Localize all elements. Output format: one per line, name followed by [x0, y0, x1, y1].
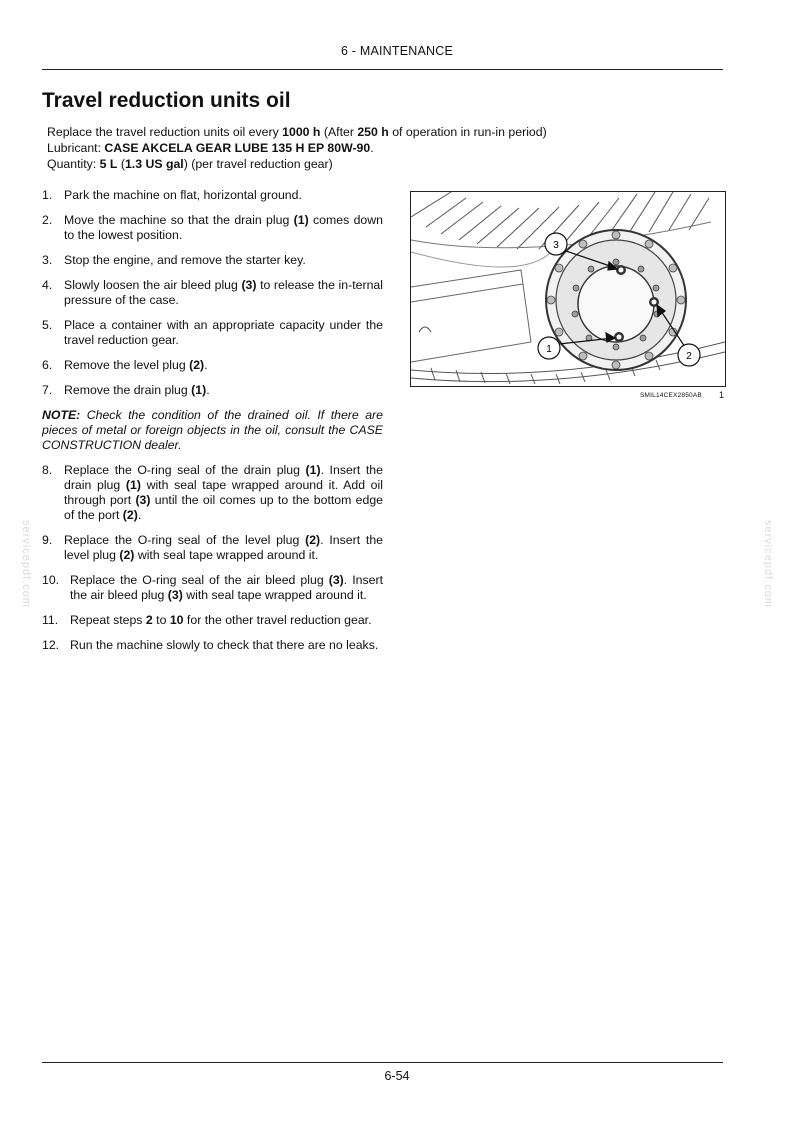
interval-text: of operation in run-in period): [388, 125, 547, 139]
step-number: 6.: [42, 358, 53, 372]
ref-level-plug: (2): [305, 533, 321, 547]
step-text-part: for the other travel reduction gear.: [183, 613, 372, 627]
step-11: [42, 613, 383, 628]
step-10: [42, 573, 383, 603]
step-number: 5.: [42, 318, 53, 332]
quantity-label: Quantity:: [47, 157, 100, 171]
figure-number: 1: [719, 390, 725, 400]
step-text-part: until the oil comes up to the bottom edge of the port: [64, 493, 383, 522]
step-number: 3.: [42, 253, 53, 267]
page-title: Travel reduction units oil: [42, 89, 291, 112]
step-4: [42, 278, 383, 308]
lubricant-text: .: [370, 141, 374, 155]
interval-line: [47, 124, 547, 140]
travel-reduction-gear-figure: [410, 191, 726, 387]
running-header: 6 - MAINTENANCE: [340, 44, 454, 58]
step-text: [64, 213, 383, 243]
ref-drain-plug: (1): [305, 463, 321, 477]
quantity-line: [47, 156, 547, 172]
page-number: 6-54: [384, 1069, 410, 1083]
step-6: [42, 358, 383, 373]
ref-level-plug: (2): [119, 548, 135, 562]
step-text-part: Run the machine slowly to check that there are no leaks.: [70, 638, 379, 652]
step-text-part: Repeat steps: [70, 613, 146, 627]
ref-level-plug: (2): [122, 508, 138, 522]
step-number: 12.: [42, 638, 60, 652]
step-text: [64, 463, 383, 523]
step-8: [42, 463, 383, 523]
quantity-text: (: [117, 157, 125, 171]
step-text-part: Replace the O-ring seal of the level plug: [64, 533, 306, 547]
step-text-part: Place a container with an appropriate capacity under the travel reduction gear.: [64, 318, 383, 347]
step-text-part: with seal tape wrapped around it.: [182, 588, 367, 602]
step-text-part: . Insert the level plug: [64, 533, 383, 562]
step-text: [64, 278, 383, 308]
note-label: NOTE:: [42, 408, 81, 422]
interval-text: (After: [320, 125, 358, 139]
callout-2: [678, 344, 700, 366]
ref-level-plug: (2): [189, 358, 205, 372]
ref-air-bleed-plug: (3): [328, 573, 344, 587]
intro-block: [47, 124, 547, 172]
callout-1: [538, 337, 560, 359]
step-text: [70, 573, 383, 603]
step-text-part: Slowly loosen the air bleed plug: [64, 278, 242, 292]
interval-hours: 1000 h: [282, 125, 321, 139]
step-text-part: Park the machine on flat, horizontal ground.: [64, 188, 302, 202]
step-text-part: with seal tape wrapped around it.: [134, 548, 319, 562]
step-text: [64, 383, 383, 398]
note: [42, 408, 383, 453]
step-text-part: .: [204, 358, 208, 372]
step-text: [64, 533, 383, 563]
watermark-right: servicepdf.com: [762, 520, 774, 608]
ref-drain-plug: (1): [293, 213, 309, 227]
step-2: [42, 213, 383, 243]
step-text-part: .: [206, 383, 210, 397]
procedure-steps: [42, 188, 383, 663]
quantity-us: 1.3 US gal: [124, 157, 184, 171]
step-7: [42, 383, 383, 398]
step-text-part: to release the in-ternal pressure of the case.: [64, 278, 383, 307]
track-frame: [411, 270, 531, 362]
step-text-part: Replace the O-ring seal of the air bleed plug: [70, 573, 329, 587]
ref-air-bleed-plug: (3): [241, 278, 257, 292]
step-12: [42, 638, 383, 653]
step-text-part: Move the machine so that the drain plug: [64, 213, 294, 227]
step-text: [70, 638, 383, 653]
figure-caption: SMIL14CEX2850AB: [640, 392, 702, 399]
step-9: [42, 533, 383, 563]
step-text-part: Remove the level plug: [64, 358, 190, 372]
step-text-part: .: [137, 508, 142, 522]
footer-rule: [42, 1062, 723, 1063]
step-number: 10.: [42, 573, 60, 587]
ref-step-number: 2: [145, 613, 153, 627]
interval-text: Replace the travel reduction units oil every: [47, 125, 283, 139]
run-in-hours: 250 h: [357, 125, 389, 139]
step-3: [42, 253, 383, 268]
ref-air-bleed-plug: (3): [167, 588, 183, 602]
lubricant-label: Lubricant:: [47, 141, 105, 155]
quantity-metric: 5 L: [99, 157, 118, 171]
step-text: [70, 613, 383, 628]
ref-drain-plug: (1): [125, 478, 141, 492]
step-number: 9.: [42, 533, 53, 547]
step-1: [42, 188, 383, 203]
step-text-part: to: [152, 613, 170, 627]
step-text: [64, 253, 383, 268]
step-number: 2.: [42, 213, 53, 227]
step-text-part: Stop the engine, and remove the starter key.: [64, 253, 306, 267]
step-text-part: . Insert the drain plug: [64, 463, 383, 492]
quantity-text: ) (per travel reduction gear): [183, 157, 333, 171]
callout-2-label: 2: [686, 351, 692, 362]
watermark-left: servicepdf.com: [20, 520, 32, 608]
lubricant-name: CASE AKCELA GEAR LUBE 135 H EP 80W-90: [104, 141, 371, 155]
callout-3-label: 3: [553, 240, 559, 251]
step-text-part: Remove the drain plug: [64, 383, 192, 397]
header-rule: [42, 69, 723, 70]
step-number: 11.: [42, 613, 59, 627]
step-text: [64, 188, 383, 203]
ref-air-bleed-plug: (3): [135, 493, 151, 507]
callout-1-label: 1: [546, 344, 552, 355]
callout-3: [545, 233, 567, 255]
gear-illustration: [411, 192, 725, 386]
lubricant-line: [47, 140, 547, 156]
step-text-part: . Insert the air bleed plug: [70, 573, 383, 602]
step-text: [64, 318, 383, 348]
step-text: [64, 358, 383, 373]
ref-step-number: 10: [169, 613, 184, 627]
step-text-part: with seal tape wrapped around it. Add oil through port: [64, 478, 383, 507]
step-number: 8.: [42, 463, 53, 477]
step-number: 7.: [42, 383, 53, 397]
note-text: Check the condition of the drained oil. If there are pieces of metal or foreign objects in the oil, consult the CASE CONSTRUCTION dealer.: [42, 408, 383, 452]
step-number: 4.: [42, 278, 53, 292]
step-text-part: Replace the O-ring seal of the drain plug: [64, 463, 306, 477]
step-5: [42, 318, 383, 348]
step-number: 1.: [42, 188, 53, 202]
step-text-part: comes down to the lowest position.: [64, 213, 383, 242]
ref-drain-plug: (1): [191, 383, 207, 397]
